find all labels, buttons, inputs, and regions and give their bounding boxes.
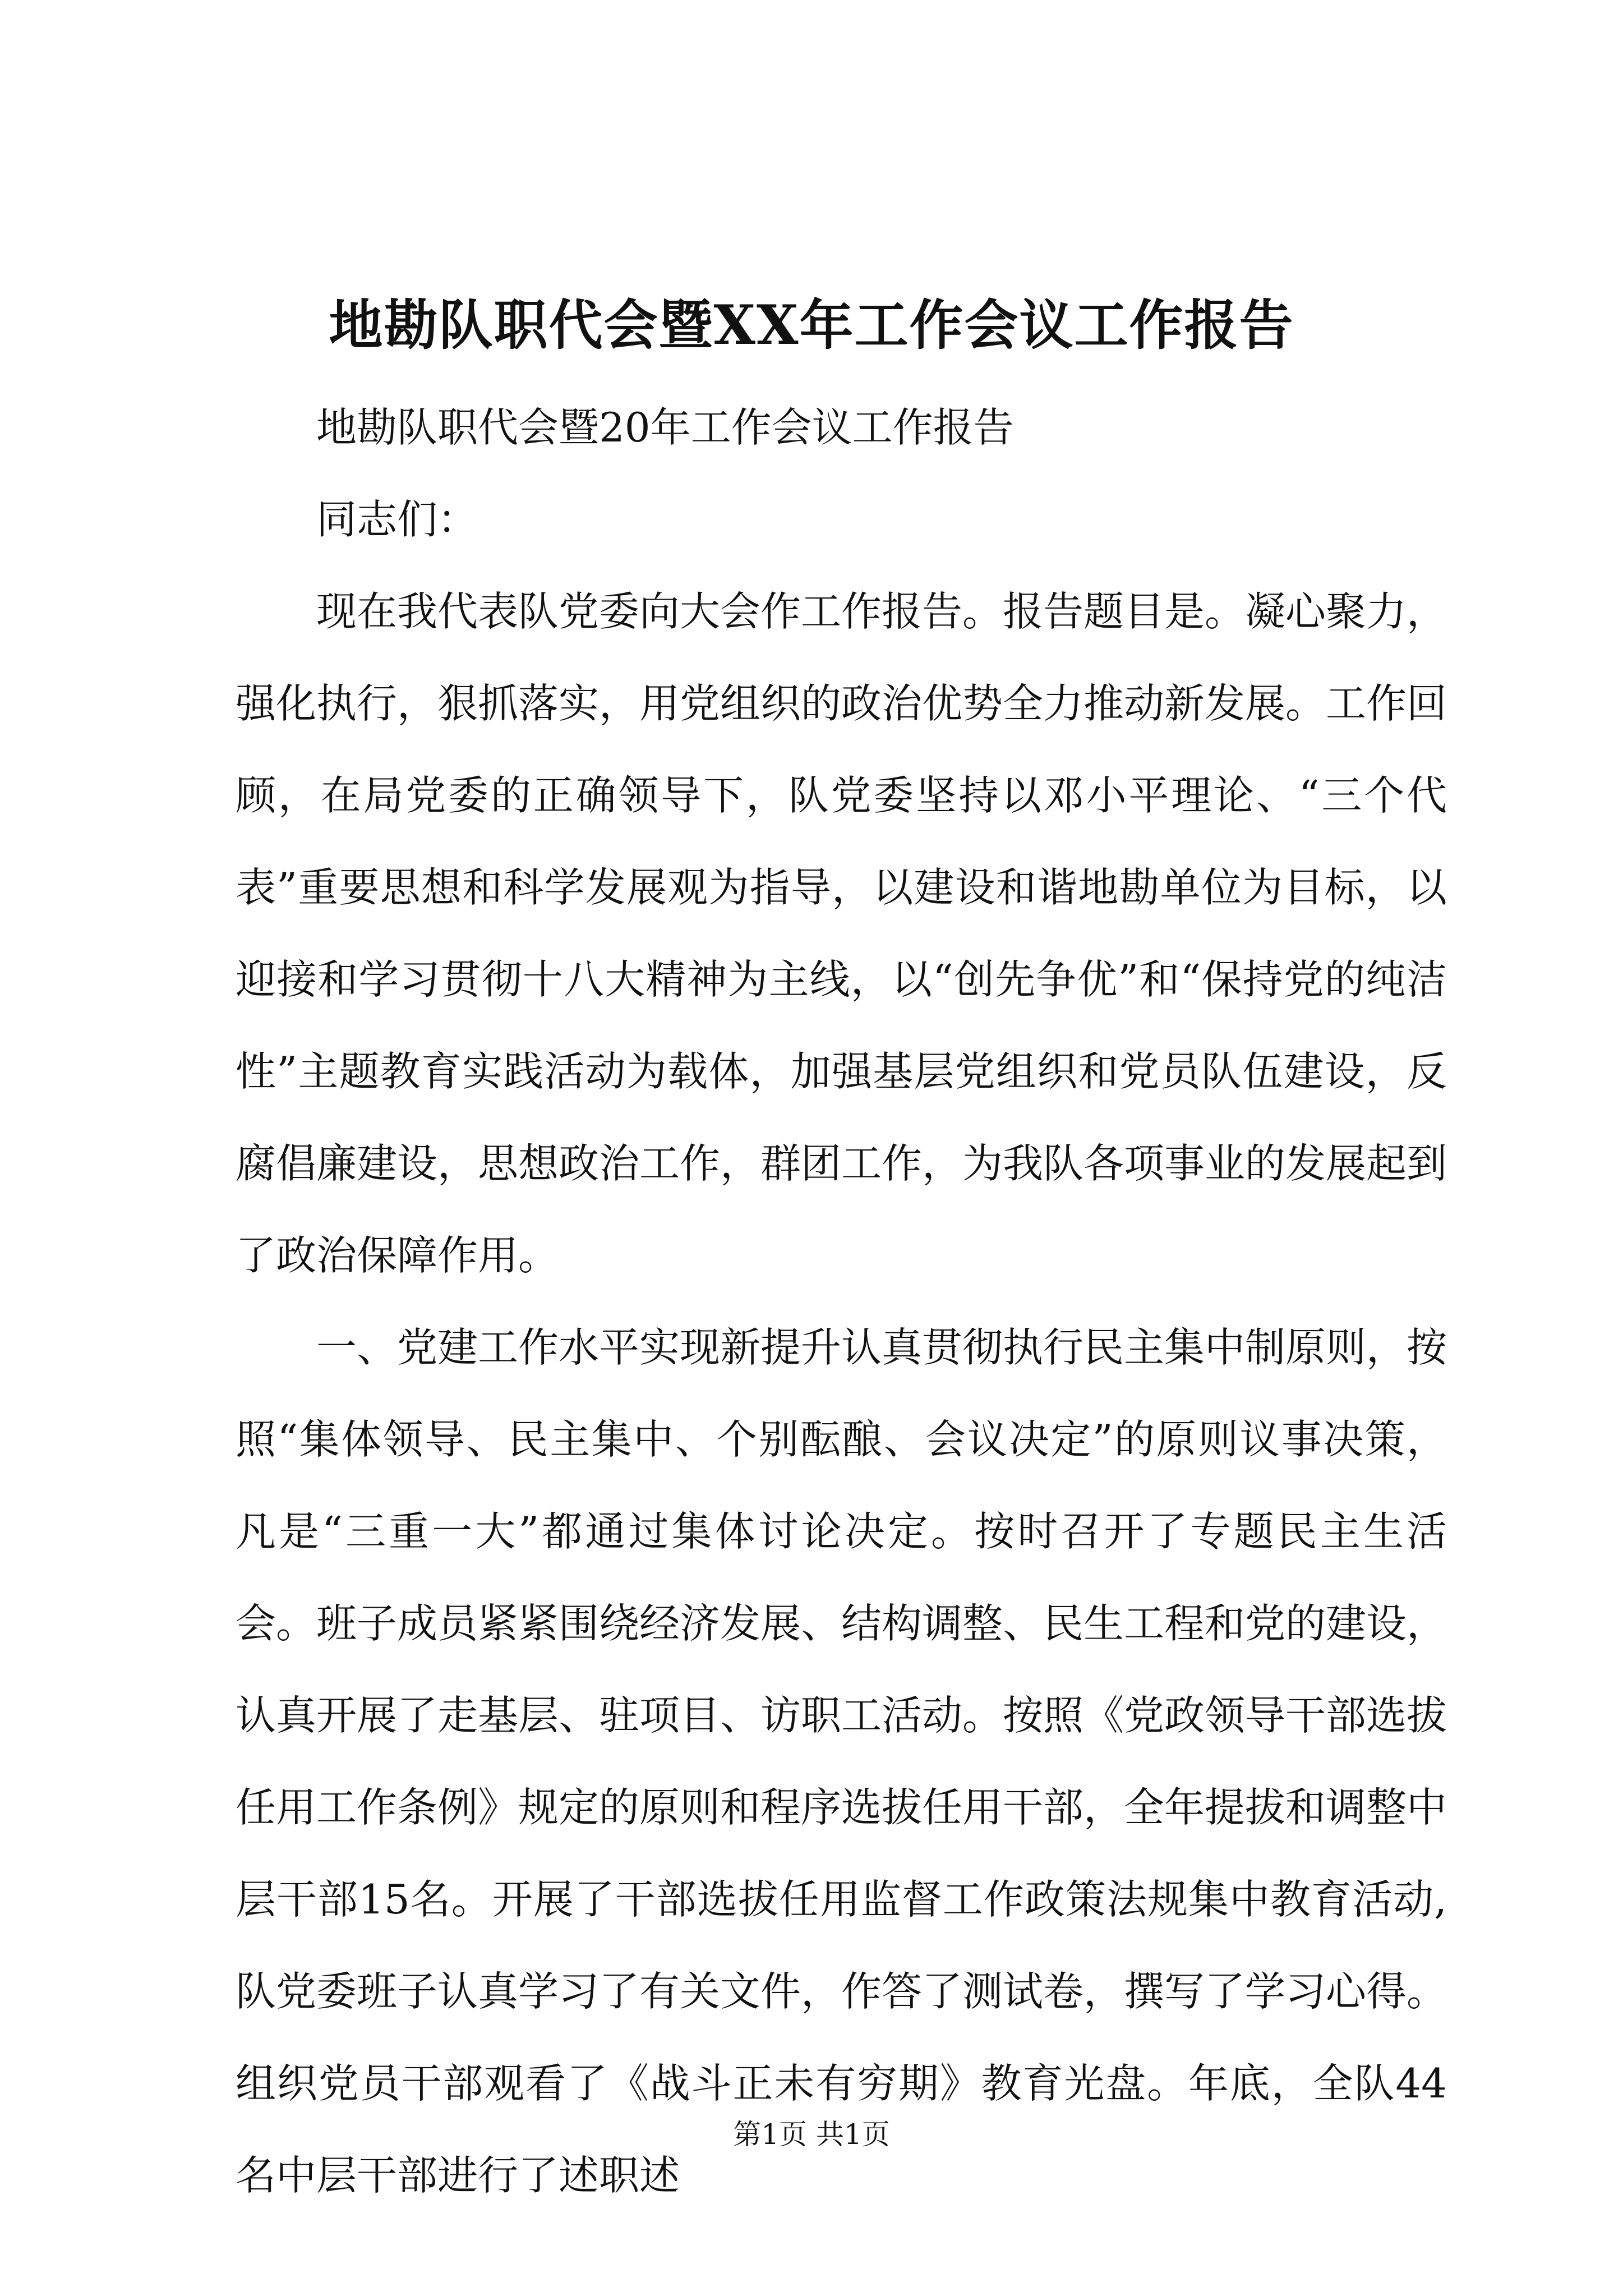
subtitle-paragraph: 地勘队职代会暨20年工作会议工作报告 [316,404,1014,451]
salutation-paragraph: 同志们： [316,496,478,543]
document-body [236,381,1447,2221]
body-paragraph: 一、党建工作水平实现新提升认真贯彻执行民主集中制原则，按照“集体领导、民主集中、个别酝酿、会议决定”的原则议事决策，凡是“三重一大”都通过集体讨论决定。按时召开了专题民主生活会。班子成员紧紧围绕经济发展、结构调整、民生工程和党的建设，认真开展了走基层、驻项目、访职工活动。按照《党政领导干部选拔任用工作条例》规定的原则和程序选拔任用干部，全年提拔和调整中层干部15名。开展了干部选拔任用监督工作政策法规集中教育活动,队党委班子认真学习了有关文件，作答了测试卷，撰写了学习心得。组织党员干部观看了《战斗正未有穷期》教育光盘。年底，全队44名中层干部进行了述职述 [236,1324,1447,2199]
body-paragraph: 现在我代表队党委向大会作工作报告。报告题目是。凝心聚力，强化执行，狠抓落实，用党组织的政治优势全力推动新发展。工作回顾，在局党委的正确领导下，队党委坚持以邓小平理论、“三个代表”重要思想和科学发展观为指导，以建设和谐地勘单位为目标，以迎接和学习贯彻十八大精神为主线，以“创先争优”和“保持党的纯洁性”主题教育实践活动为载体，加强基层党组织和党员队伍建设，反腐倡廉建设，思想政治工作，群团工作，为我队各项事业的发展起到了政治保障作用。 [236,588,1447,1279]
page-number-footer: 第1页 共1页 [733,2118,890,2151]
document-title: 地勘队职代会暨XX年工作会议工作报告 [329,293,1294,357]
